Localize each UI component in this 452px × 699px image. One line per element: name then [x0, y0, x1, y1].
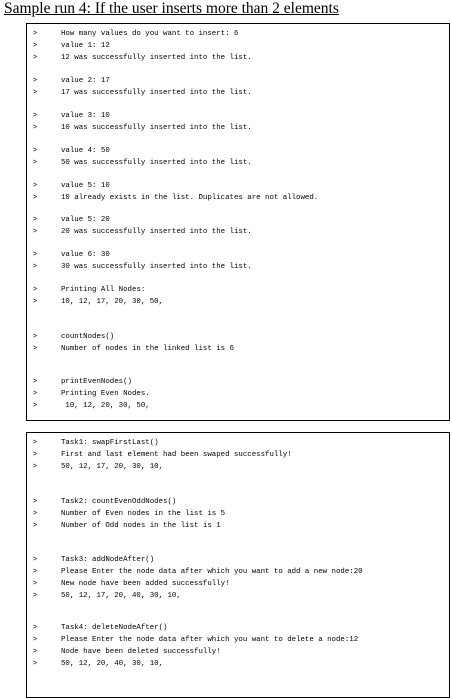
output-line	[27, 192, 449, 204]
prompt-marker: >	[33, 402, 38, 409]
output-line	[27, 145, 449, 157]
output-line	[27, 496, 449, 508]
output-text: Task3: addNodeAfter()	[61, 556, 155, 564]
prompt-marker: >	[33, 147, 38, 154]
output-line	[27, 566, 449, 578]
output-text: Number of Odd nodes in the list is 1	[61, 522, 221, 530]
output-line	[27, 122, 449, 134]
output-text: 10, 12, 20, 30, 50,	[61, 402, 150, 410]
prompt-marker: >	[33, 124, 38, 131]
output-text: 20 was successfully inserted into the list.	[61, 228, 252, 236]
output-text: value 1: 12	[61, 42, 110, 50]
prompt-marker: >	[33, 182, 38, 189]
output-line	[27, 284, 449, 296]
output-line	[27, 449, 449, 461]
output-line	[27, 622, 449, 634]
output-line	[27, 180, 449, 192]
prompt-marker: >	[33, 54, 38, 61]
output-text: 50, 12, 17, 20, 30, 10,	[61, 463, 164, 471]
output-text: How many values do you want to insert: 6	[61, 30, 239, 38]
output-line	[27, 249, 449, 261]
prompt-marker: >	[33, 216, 38, 223]
output-text: 30 was successfully inserted into the list.	[61, 263, 252, 271]
output-line	[27, 110, 449, 122]
output-line	[27, 590, 449, 602]
prompt-marker: >	[33, 580, 38, 587]
prompt-marker: >	[33, 592, 38, 599]
output-line	[27, 157, 449, 169]
output-text: 50, 12, 20, 40, 30, 10,	[61, 660, 164, 668]
prompt-marker: >	[33, 42, 38, 49]
output-line	[27, 388, 449, 400]
prompt-marker: >	[33, 89, 38, 96]
output-text: 50 was successfully inserted into the list.	[61, 159, 252, 167]
prompt-marker: >	[33, 263, 38, 270]
prompt-marker: >	[33, 77, 38, 84]
page-heading: Sample run 4: If the user inserts more than 2 elements	[4, 0, 339, 17]
prompt-marker: >	[33, 194, 38, 201]
output-line	[27, 52, 449, 64]
output-text: 10, 12, 17, 20, 30, 50,	[61, 298, 164, 306]
output-text: Task4: deleteNodeAfter()	[61, 624, 168, 632]
output-text: 10 was successfully inserted into the list.	[61, 124, 252, 132]
output-line	[27, 658, 449, 670]
output-text: value 6: 30	[61, 251, 110, 259]
output-line	[27, 343, 449, 355]
output-text: printEvenNodes()	[61, 378, 132, 386]
prompt-marker: >	[33, 333, 38, 340]
output-line	[27, 508, 449, 520]
output-text: value 5: 10	[61, 182, 110, 190]
prompt-marker: >	[33, 345, 38, 352]
output-text: First and last element had been swaped successfully!	[61, 451, 292, 459]
output-line	[27, 28, 449, 40]
prompt-marker: >	[33, 286, 38, 293]
output-line	[27, 296, 449, 308]
output-text: Task1: swapFirstLast()	[61, 439, 159, 447]
prompt-marker: >	[33, 568, 38, 575]
prompt-marker: >	[33, 636, 38, 643]
output-text: Printing All Nodes:	[61, 286, 146, 294]
output-line	[27, 400, 449, 412]
prompt-marker: >	[33, 228, 38, 235]
prompt-marker: >	[33, 556, 38, 563]
output-line	[27, 214, 449, 226]
prompt-marker: >	[33, 624, 38, 631]
output-text: Please Enter the node data after which you want to add a new node:20	[61, 568, 363, 576]
output-text: countNodes()	[61, 333, 115, 341]
prompt-marker: >	[33, 112, 38, 119]
prompt-marker: >	[33, 30, 38, 37]
output-line	[27, 520, 449, 532]
prompt-marker: >	[33, 378, 38, 385]
output-text: 10 already exists in the list. Duplicates are not allowed.	[61, 194, 319, 202]
output-line	[27, 634, 449, 646]
output-line	[27, 646, 449, 658]
output-text: Number of nodes in the linked list is 6	[61, 345, 234, 353]
output-text: New node have been added successfully!	[61, 580, 230, 588]
prompt-marker: >	[33, 298, 38, 305]
prompt-marker: >	[33, 463, 38, 470]
output-text: Printing Even Nodes.	[61, 390, 150, 398]
output-text: Node have been deleted successfully!	[61, 648, 221, 656]
output-line	[27, 437, 449, 449]
output-line	[27, 40, 449, 52]
prompt-marker: >	[33, 498, 38, 505]
output-line	[27, 578, 449, 590]
console-output-box-2	[26, 432, 450, 698]
prompt-marker: >	[33, 251, 38, 258]
output-text: value 3: 10	[61, 112, 110, 120]
output-text: value 5: 20	[61, 216, 110, 224]
output-text: 17 was successfully inserted into the list.	[61, 89, 252, 97]
output-line	[27, 331, 449, 343]
prompt-marker: >	[33, 510, 38, 517]
output-line	[27, 87, 449, 99]
output-text: 12 was successfully inserted into the list.	[61, 54, 252, 62]
prompt-marker: >	[33, 648, 38, 655]
prompt-marker: >	[33, 439, 38, 446]
prompt-marker: >	[33, 660, 38, 667]
output-line	[27, 226, 449, 238]
prompt-marker: >	[33, 159, 38, 166]
output-text: Please Enter the node data after which you want to delete a node:12	[61, 636, 359, 644]
output-line	[27, 261, 449, 273]
prompt-marker: >	[33, 522, 38, 529]
output-line	[27, 461, 449, 473]
output-line	[27, 554, 449, 566]
output-line	[27, 75, 449, 87]
output-text: Number of Even nodes in the list is 5	[61, 510, 226, 518]
output-text: 50, 12, 17, 20, 40, 30, 10,	[61, 592, 181, 600]
prompt-marker: >	[33, 390, 38, 397]
output-text: value 2: 17	[61, 77, 110, 85]
prompt-marker: >	[33, 451, 38, 458]
output-text: Task2: countEvenOddNodes()	[61, 498, 177, 506]
output-text: value 4: 50	[61, 147, 110, 155]
console-output-box-1	[26, 23, 450, 421]
output-line	[27, 376, 449, 388]
